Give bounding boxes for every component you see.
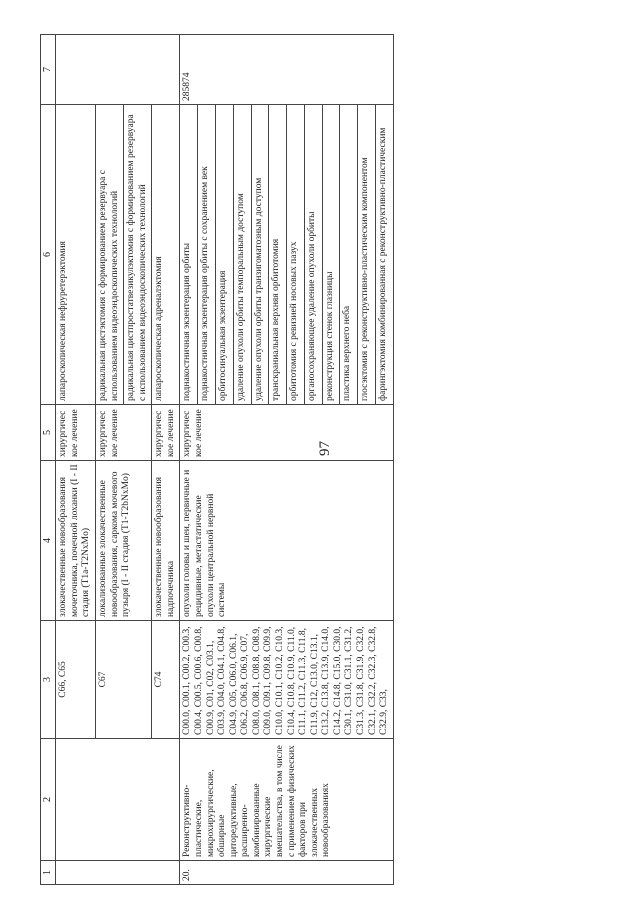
treatment-method: удаление опухоли орбиты транзигоматозным доступом (251, 105, 269, 405)
treatment-method: радикальная цистэктомия с формированием резервуара с использованием видеоэндоскопических технологий (95, 105, 123, 405)
empty-cell (56, 861, 180, 885)
rotated-table-wrapper (40, 35, 580, 885)
treatment-method: поднакостничная экзентерация орбиты (180, 105, 198, 405)
treatment-method: транскраниальная верхняя орбитотомия (269, 105, 287, 405)
treatment-method: орбитосинуальная экзентерация (215, 105, 233, 405)
header-cell: 1 (41, 861, 56, 885)
table-row (56, 35, 96, 885)
cost-value: 285874 (180, 35, 393, 105)
treatment-type: хирургическое лечение (180, 405, 393, 461)
procedures-table (40, 34, 394, 885)
header-cell: 2 (41, 739, 56, 861)
header-cell: 4 (41, 461, 56, 621)
treatment-method: глосэктомия с реконструктивно-пластическим компонентом (358, 105, 376, 405)
table-row (180, 35, 198, 885)
treatment-type: хирургическое лечение (152, 405, 180, 461)
page-number: 97 (317, 441, 333, 456)
diagnosis: злокачественные новообразования мочеточника, почечной лоханки (I - II стадия (T1a-T2NxMo) (56, 461, 96, 621)
header-cell: 6 (41, 105, 56, 405)
treatment-method: удаление опухоли орбиты темпоральным доступом (233, 105, 251, 405)
empty-cell (56, 35, 180, 105)
diagnosis: злокачественные новообразования надпочечника (152, 461, 180, 621)
empty-cell (56, 739, 180, 861)
header-cell: 7 (41, 35, 56, 105)
row-number: 20. (180, 861, 393, 885)
treatment-type: хирургическое лечение (95, 405, 151, 461)
treatment-method: фарингэктомия комбинированная с реконструктивно-пластическим (375, 105, 393, 405)
header-cell: 3 (41, 621, 56, 739)
icd-codes: C66, C65 (56, 621, 96, 739)
treatment-method: лапароскопическая адреналэктомия (152, 105, 180, 405)
treatment-method: радикальная цистпростатвезикулэктомия с формированием резервуара с использованием видеоэндоскопических технологий (124, 105, 152, 405)
treatment-method: органосохраняющее удаление опухоли орбиты (304, 105, 322, 405)
treatment-method: лапароскопическая нефруретерэктомия (56, 105, 96, 405)
icd-codes: C00.0, C00.1, C00.2, C00.3, C00.4, C00.5, C00.6, C00.8, C00.9, C01, C02, C03.1, C03.9, C04.0, C04.1, C04.8, C04.9, C05, C06.0, C06.1, C06.2, C06.8, C06.9, C07, C08.0, C08.1, C08.8, C08.9, C09.0, C09.1, C09.8, C09.9, C10.0, C10.1, C10.2, C10.3, C10.4, C10.8, C10.9, C11.0, C11.1, C11.2, C11.3, C11.8, C11.9, C12, C13.0, C13.1, C13.2, C13.8, C13.9, C14.0, C14.2, C14.8, C15.0, C30.0, C30.1, C31.0, C31.1, C31.2, C31.3, C31.8, C31.9, C32.0, C32.1, C32.2, C32.3, C32.8, C32.9, C33, (180, 621, 393, 739)
diagnosis: опухоли головы и шеи, первичные и рецидивные, метастатические опухоли центральной нервной системы (180, 461, 393, 621)
treatment-method: пластика верхнего неба (340, 105, 358, 405)
treatment-method: поднакостничная экзентерация орбиты с сохранением век (198, 105, 216, 405)
header-row (41, 35, 56, 885)
icd-codes: C67 (95, 621, 151, 739)
procedure-group: Реконструктивно-пластические, микрохирургические, обширные циторедуктивные, расширенно-комбинированные хирургические вмешательства, в том числе с применением физических факторов при злокачественных новообразованиях (180, 739, 393, 861)
diagnosis: локализованные злокачественные новообразования, саркома мочевого пузыря (I - II стадия (T1-T2bNxMo) (95, 461, 151, 621)
icd-codes: C74 (152, 621, 180, 739)
treatment-method: реконструкция стенок глазницы (322, 105, 340, 405)
header-cell: 5 (41, 405, 56, 461)
treatment-method: орбитотомия с ревизией носовых пазух (287, 105, 305, 405)
treatment-type: хирургическое лечение (56, 405, 96, 461)
